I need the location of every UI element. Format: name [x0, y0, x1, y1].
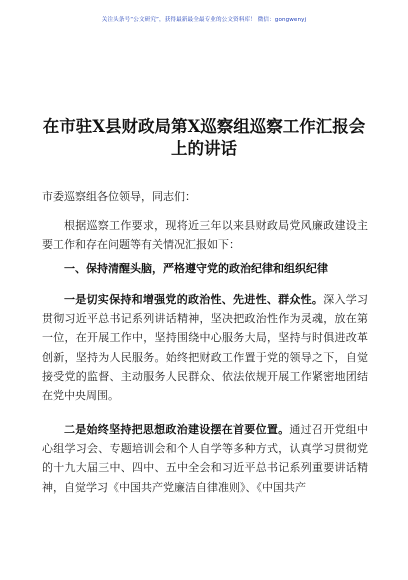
- intro-paragraph: 根据巡察工作要求，现将近三年以来县财政局党风廉政建设主要工作和存在问题等有关情况汇报如下：: [42, 219, 368, 252]
- point-2-body: 通过召开党组中心组学习会、专题培训会和个人自学等多种方式，认真学习贯彻党的十九大届三中、四中、五中全会和习近平总书记系列重要讲话精神，自觉学习《中国共产党廉洁自律准则》、《中国共产: [42, 423, 369, 494]
- document-title: 在市驻X县财政局第X巡察组巡察工作汇报会上的讲话: [42, 117, 366, 158]
- point-1-lead: 一是切实保持和增强党的政治性、先进性、群众性。: [64, 293, 324, 306]
- section-heading: 一、保持清醒头脑，严格遵守党的政治纪律和组织纪律: [64, 262, 328, 275]
- point-2-lead: 二是始终坚持把思想政治建设摆在首要位置。: [64, 423, 290, 436]
- point-2-paragraph: [42, 420, 368, 497]
- point-1-body: 深入学习贯彻习近平总书记系列讲话精神，坚决把政治性作为灵魂，放在第一位，在开展工作中，坚持围绕中心服务大局，坚持与时俱进改革创新，坚持为人民服务。始终把财政工作置于党的领导之下，自觉接受党的监督、主动服务人民群众、依法依规开展工作紧密地团结在党中央周围。: [42, 293, 369, 403]
- header-note: 关注头条号“公文研究”，获得最新最全最专业的公文资料库！ 微信：gongwenyj: [101, 17, 307, 23]
- point-1-paragraph: [42, 290, 368, 405]
- salutation: 市委巡察组各位领导，同志们：: [42, 190, 196, 203]
